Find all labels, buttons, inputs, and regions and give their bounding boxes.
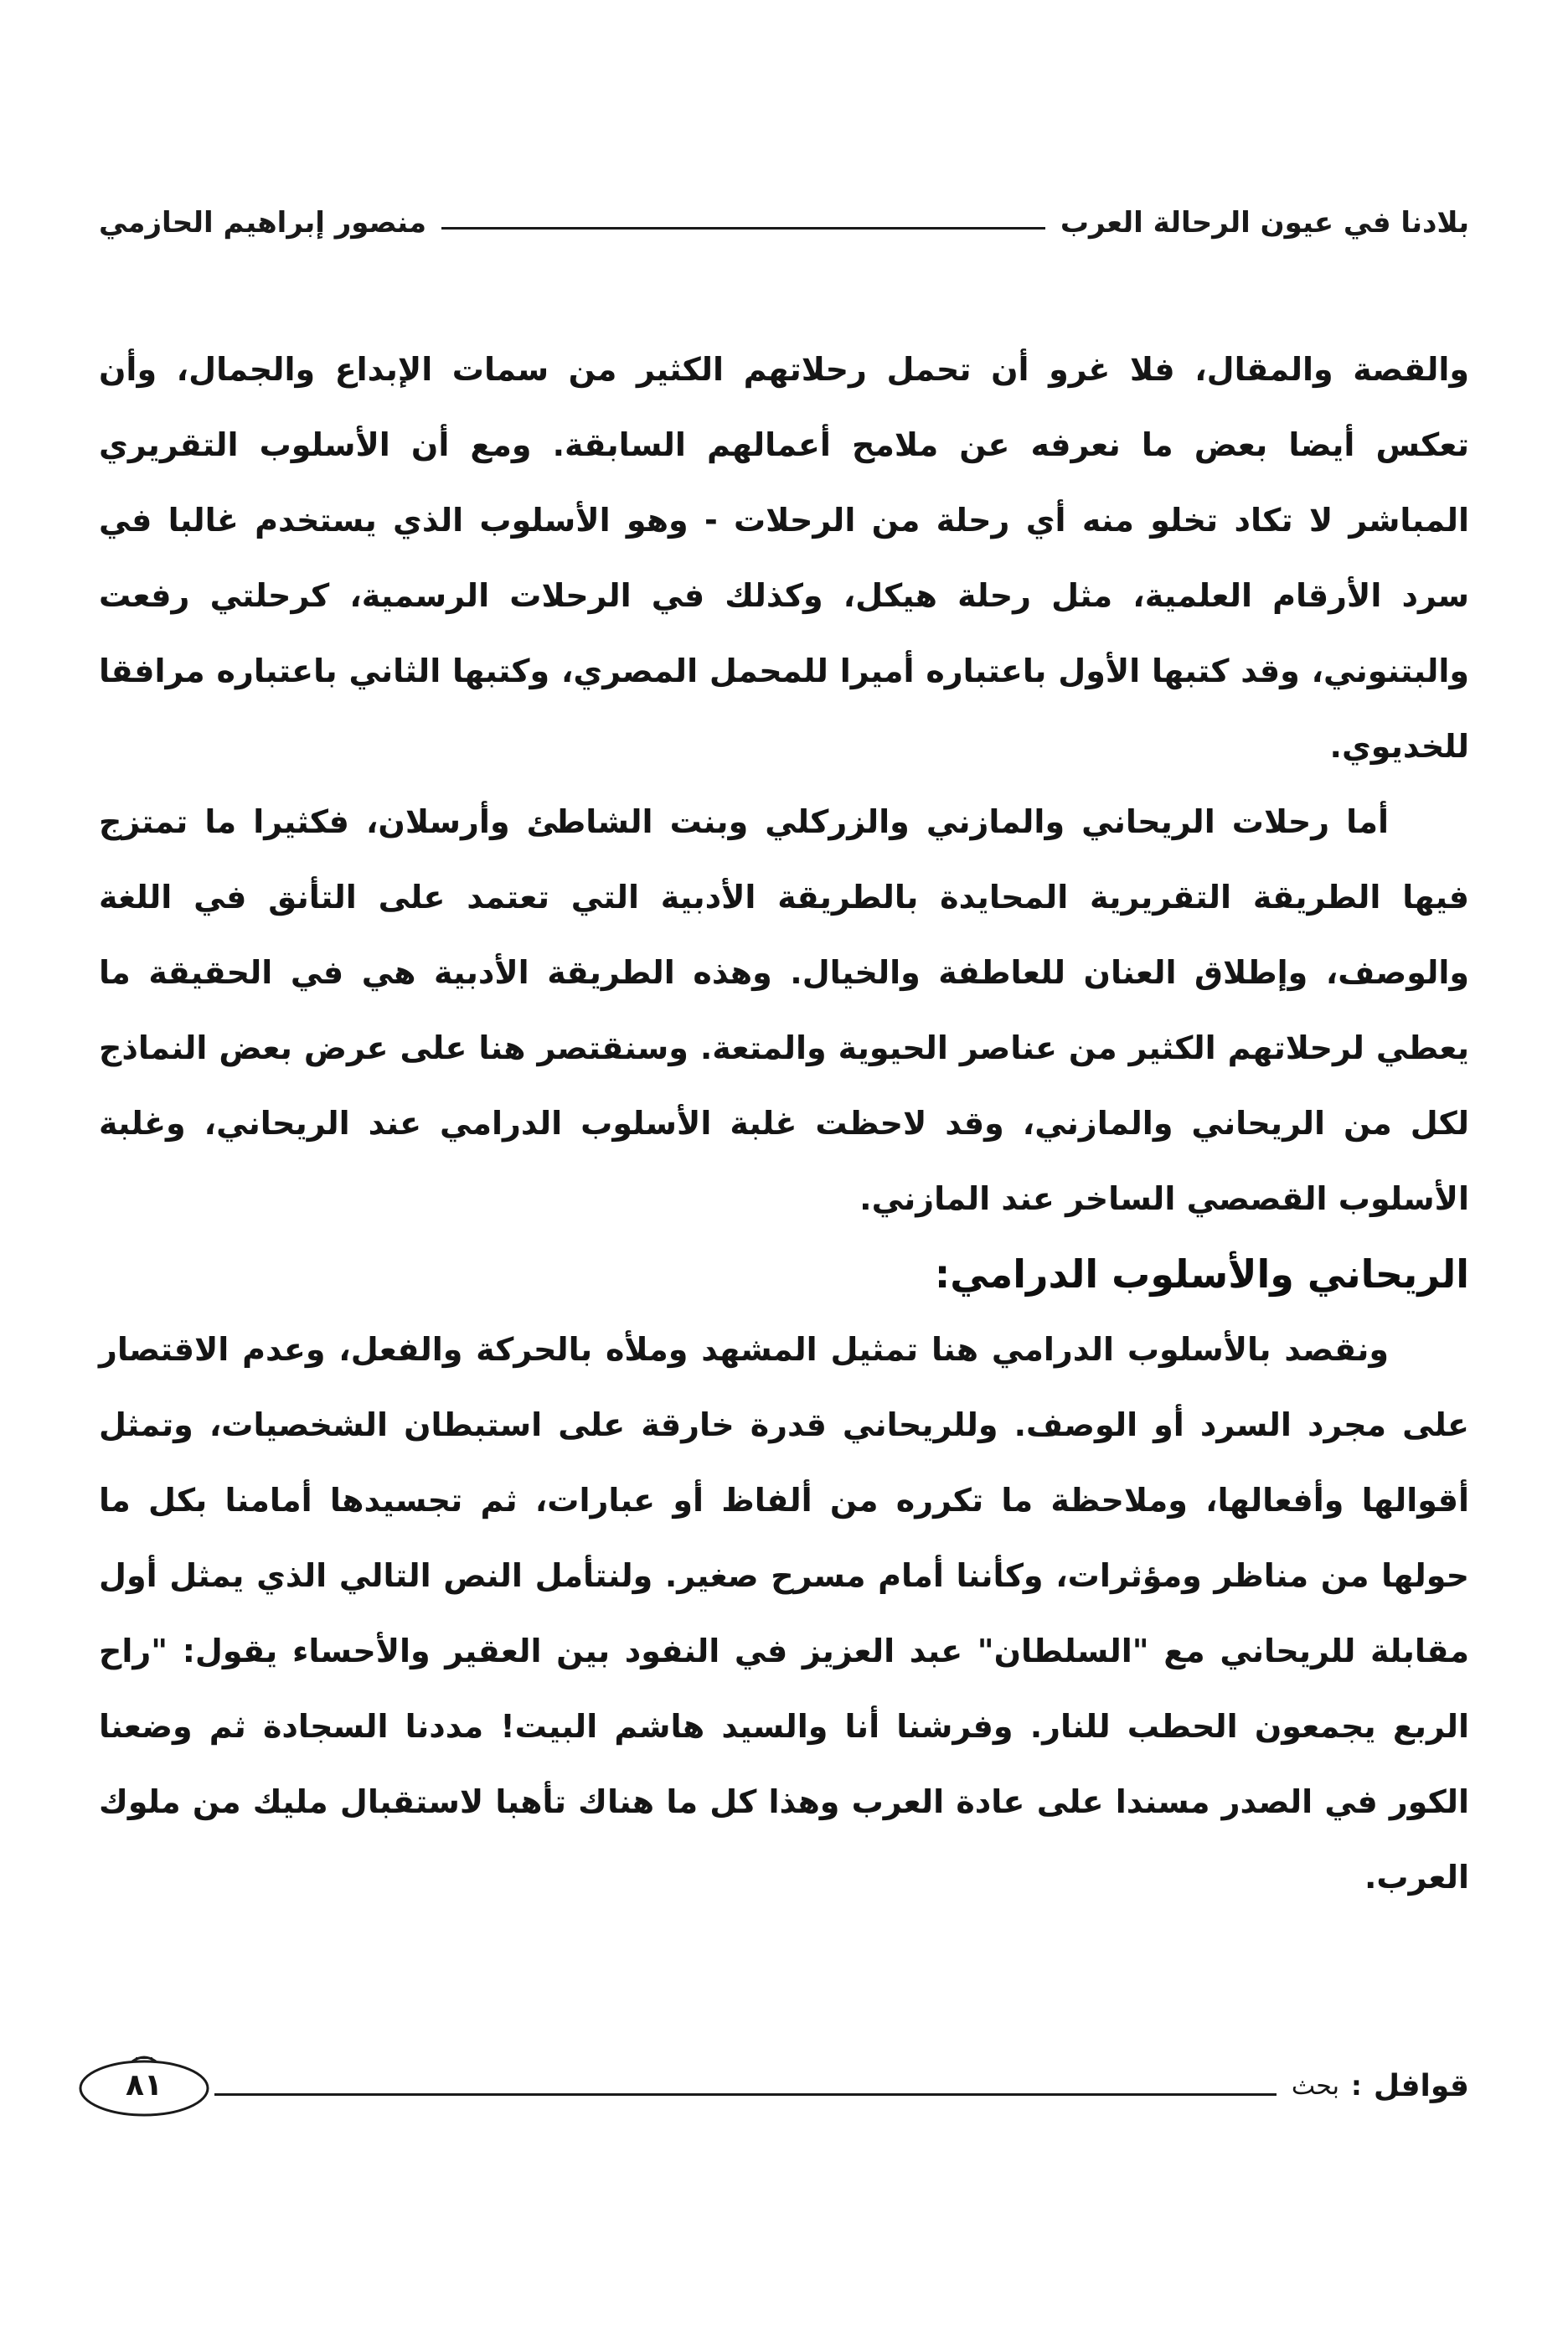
journal-name: قوافل: [1373, 2068, 1469, 2103]
footer-rule: [214, 2093, 1277, 2096]
book-title: بلادنا في عيون الرحالة العرب: [1060, 206, 1469, 240]
paragraph-2: أما رحلات الريحاني والمازني والزركلي وبنت الشاطئ وأرسلان، فكثيرا ما تمتزج فيها الطريقة التقريرية المحايدة بالطريقة الأدبية التي تعتمد على التأنق في اللغة والوصف، وإطلاق العنان للعاطفة والخيال. وهذه الطريقة الأدبية هي في الحقيقة ما يعطي لرحلاتهم الكثير من عناصر الحيوية والمتعة. وسنقتصر هنا على عرض بعض النماذج لكل من الريحاني والمازني، وقد لاحظت غلبة الأسلوب الدرامي عند الريحاني، وغلبة الأسلوب القصصي الساخر عند المازني.: [99, 803, 1469, 1217]
body-text: [99, 332, 1469, 1915]
running-header: [99, 198, 1469, 248]
section-heading: الريحاني والأسلوب الدرامي:: [934, 1251, 1469, 1297]
page-number-badge: [74, 2051, 214, 2120]
section-label: بحث: [1291, 2071, 1340, 2101]
paragraph-1: والقصة والمقال، فلا غرو أن تحمل رحلاتهم الكثير من سمات الإبداع والجمال، وأن تعكس أيضا بعض ما نعرفه عن ملامح أعمالهم السابقة. ومع أن الأسلوب التقريري المباشر لا تكاد تخلو منه أي رحلة من الرحلات - وهو الأسلوب الذي يستخدم غالبا في سرد الأرقام العلمية، مثل رحلة هيكل، وكذلك في الرحلات الرسمية، كرحلتي رفعت والبتنوني، وقد كتبها الأول باعتباره أميرا للمحمل المصري، وكتبها الثاني باعتباره مرافقا للخديوي.: [99, 351, 1469, 765]
footer-separator: :: [1351, 2070, 1362, 2102]
author-name: منصور إبراهيم الحازمي: [99, 206, 427, 240]
header-rule: [441, 227, 1045, 230]
page-number: ٨١: [126, 2068, 162, 2102]
page-footer: [74, 2044, 1469, 2128]
paragraph-3: ونقصد بالأسلوب الدرامي هنا تمثيل المشهد وملأه بالحركة والفعل، وعدم الاقتصار على مجرد السرد أو الوصف. وللريحاني قدرة خارقة على استبطان الشخصيات، وتمثل أقوالها وأفعالها، وملاحظة ما تكرره من ألفاظ أو عبارات، ثم تجسيدها أمامنا بكل ما حولها من مناظر ومؤثرات، وكأننا أمام مسرح صغير. ولنتأمل النص التالي الذي يمثل أول مقابلة للريحاني مع "السلطان" عبد العزيز في النفود بين العقير والأحساء يقول: "راح الربع يجمعون الحطب للنار. وفرشنا أنا والسيد هاشم البيت! مددنا السجادة ثم وضعنا الكور في الصدر مسندا على عادة العرب وهذا كل ما هناك تأهبا لاستقبال مليك من ملوك العرب.: [99, 1331, 1469, 1896]
